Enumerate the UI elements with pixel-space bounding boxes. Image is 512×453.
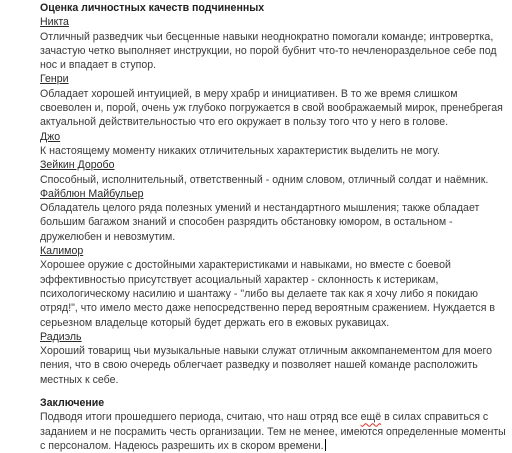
entry-name-radiel: Радиэль [40,330,82,343]
conclusion-heading: Заключение [40,397,105,410]
entry-name-henry: Генри [40,73,69,86]
entry-text-nikta: Отличный разведчик чьи бесценные навыки неоднократно помогали команде; интровертка, зачастую четко выполняет инструкции, но порой бубнит что-то нечленораздельное себе под нос и впадает в ступор. [40,30,497,72]
entry-name-nikta: Никта [40,16,69,29]
paragraph-spacer [40,387,506,396]
entry-name-joe: Джо [40,130,61,143]
misspelled-word[interactable]: ещё [360,411,382,424]
entry-text-joe: К настоящему моменту никаких отличительных характеристик выделить не могу. [40,144,440,157]
text-cursor [325,439,326,451]
entry-text-kalimor: Хорошее оружие с достойными характеристиками и навыками, но вместе с боевой эффективностью присутствует асоциальный характер - склонность к истерикам, психологическому насилию и шантажу - "либо вы делаете так как я хочу либо я покидаю отряд!", что имело место даже непосредственно перед вероятным сражением. Нуждается в серьезном владельце который будет держать его в ежовых рукавицах. [40,259,496,329]
document-body[interactable] [40,1,506,453]
entry-name-faiblun: Файблюн Майбульер [40,187,144,200]
conclusion-text [40,410,506,453]
entry-text-faiblun: Обладатель целого ряда полезных умений и нестандартного мышления; также обладает большим багажом знаний и способен разрядить обстановку юмором, в остальном - дружелюбен и невозмутим. [40,202,480,243]
entry-name-kalimor: Калимор [40,245,84,258]
document-title: Оценка личностных качеств подчиненных [40,2,265,14]
entry-name-zeikin: Зейкин Доробо [40,159,115,172]
conclusion-text-end: в силах справиться с заданием и не посрамить честь организации. Тем не менее, имеются определенные моменты с персоналом. Надеюсь разрешить их в скором времени. [40,411,506,452]
entry-text-zeikin: Способный, исполнительный, ответственный - одним словом, отличный солдат и наёмник. [40,173,489,186]
conclusion-text-start: Подводя итоги прошедшего периода, считаю, что наш отряд все [40,411,361,424]
entry-text-radiel: Хороший товарищ чьи музыкальные навыки служат отличным аккомпанементом для моего пения, что в свою очередь облегчает разведку и позволяет нашей команде расположить местных к себе. [40,345,493,386]
entry-text-henry: Обладает хорошей интуицией, в меру храбр и инициативен. В то же время слишком своеволен и, порой, очень уж глубоко погружается в свой воображаемый мирок, пренебрегая актуальной действительностью что его окружает в пользу того что у него в голове. [40,87,503,129]
